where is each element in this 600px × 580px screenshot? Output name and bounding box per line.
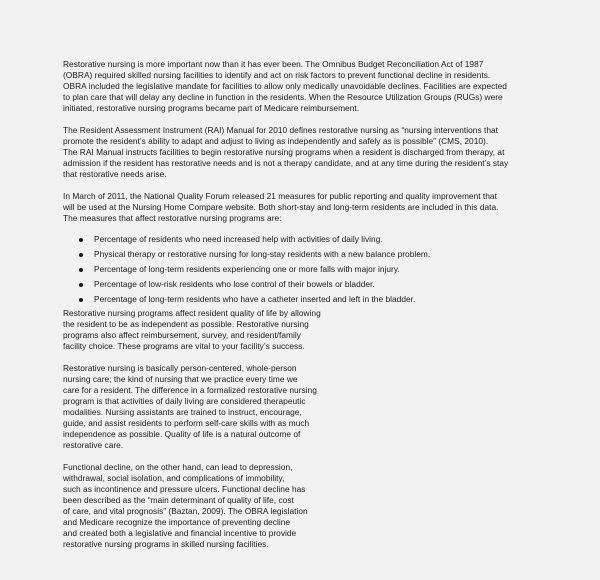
text-line: care for a resident. The difference in a formalized restorative nursing [63, 385, 317, 395]
list-item-text: Physical therapy or restorative nursing for long-stay residents with a new balance problem. [94, 249, 431, 259]
text-line: of care, and vital prognosis” (Baztan, 2009). The OBRA legislation [63, 506, 308, 516]
list-item [79, 292, 555, 307]
text-line: In March of 2011, the National Quality Forum released 21 measures for public reporting and quality improvement that [63, 191, 497, 201]
text-line: and created both a legislative and financial incentive to provide [63, 528, 297, 538]
paragraph-functional-decline [63, 462, 325, 550]
text-line: Restorative nursing is more important now than it has ever been. The Omnibus Budget Reconciliation Act of 1987 [63, 59, 484, 69]
list-item [79, 232, 555, 247]
measures-list [63, 232, 555, 307]
text-line: will be used at the Nursing Home Compare website. Both short-stay and long-term residents are included in this data. [63, 202, 499, 212]
text-line: program is that activities of daily living are considered therapeutic [63, 396, 306, 406]
text-line: to plan care that will delay any decline in function in the residents. When the Resource Utilization Groups (RUGs) were [63, 92, 503, 102]
bullet-icon [79, 298, 83, 302]
paragraph-rai-manual [63, 125, 555, 180]
text-line: (OBRA) required skilled nursing facilities to identify and act on risk factors to prevent functional decline in residents. [63, 70, 491, 80]
text-line: admission if the resident has restorative needs and is not a therapy candidate, and at any time during the resident’s stay [63, 158, 509, 168]
text-line: been described as the “main determinant of quality of life, cost [63, 495, 294, 505]
paragraph-person-centered [63, 363, 325, 451]
bullet-icon [79, 253, 83, 257]
text-line: initiated, restorative nursing programs became part of Medicare reimbursement. [63, 103, 360, 113]
text-line: The RAI Manual instructs facilities to begin restorative nursing programs when a resident is discharged from therapy, at [63, 147, 505, 157]
text-line: OBRA included the legislative mandate for facilities to allow only medically unavoidable declines. Facilities are expected [63, 81, 507, 91]
text-line: Functional decline, on the other hand, can lead to depression, [63, 462, 293, 472]
text-line: Restorative nursing is basically person-centered, whole-person [63, 363, 297, 373]
list-item-text: Percentage of long-term residents experiencing one or more falls with major injury. [94, 264, 400, 274]
text-line: The measures that affect restorative nursing programs are: [63, 213, 282, 223]
paragraph-obra [63, 59, 555, 114]
list-item [79, 277, 555, 292]
text-line: guide, and assist residents to perform self-care skills with as much [63, 418, 310, 428]
text-line: such as incontinence and pressure ulcers. Functional decline has [63, 484, 306, 494]
text-line: The Resident Assessment Instrument (RAI) Manual for 2010 defines restorative nursing as “nursing interventions that [63, 125, 498, 135]
paragraph-quality-forum [63, 191, 555, 224]
text-line: nursing care; the kind of nursing that we practice every time we [63, 374, 298, 384]
bullet-icon [79, 283, 83, 287]
text-line: facility choice. These programs are vital to your facility’s success. [63, 341, 305, 351]
text-line: the resident to be as independent as possible. Restorative nursing [63, 319, 309, 329]
text-line: that restorative needs arise. [63, 169, 167, 179]
list-item-text: Percentage of long-term residents who have a catheter inserted and left in the bladder. [94, 294, 416, 304]
bullet-icon [79, 268, 83, 272]
text-line: restorative care. [63, 440, 124, 450]
text-line: and Medicare recognize the importance of preventing decline [63, 517, 291, 527]
text-line: programs also affect reimbursement, survey, and resident/family [63, 330, 301, 340]
text-line: withdrawal, social isolation, and complications of immobility, [63, 473, 285, 483]
list-item-text: Percentage of low-risk residents who lose control of their bowels or bladder. [94, 279, 375, 289]
document-body [63, 59, 555, 561]
paragraph-quality-of-life [63, 308, 325, 352]
text-line: Restorative nursing programs affect resident quality of life by allowing [63, 308, 321, 318]
bullet-icon [79, 238, 83, 242]
list-item [79, 247, 555, 262]
list-item-text: Percentage of residents who need increased help with activities of daily living. [94, 234, 383, 244]
text-line: restorative nursing programs in skilled nursing facilities. [63, 539, 269, 549]
text-line: modalities. Nursing assistants are trained to instruct, encourage, [63, 407, 302, 417]
text-line: independence as possible. Quality of life is a natural outcome of [63, 429, 301, 439]
text-line: promote the resident’s ability to adapt and adjust to living as independently and safely as is possible” (CMS, 2010). [63, 136, 489, 146]
list-item [79, 262, 555, 277]
